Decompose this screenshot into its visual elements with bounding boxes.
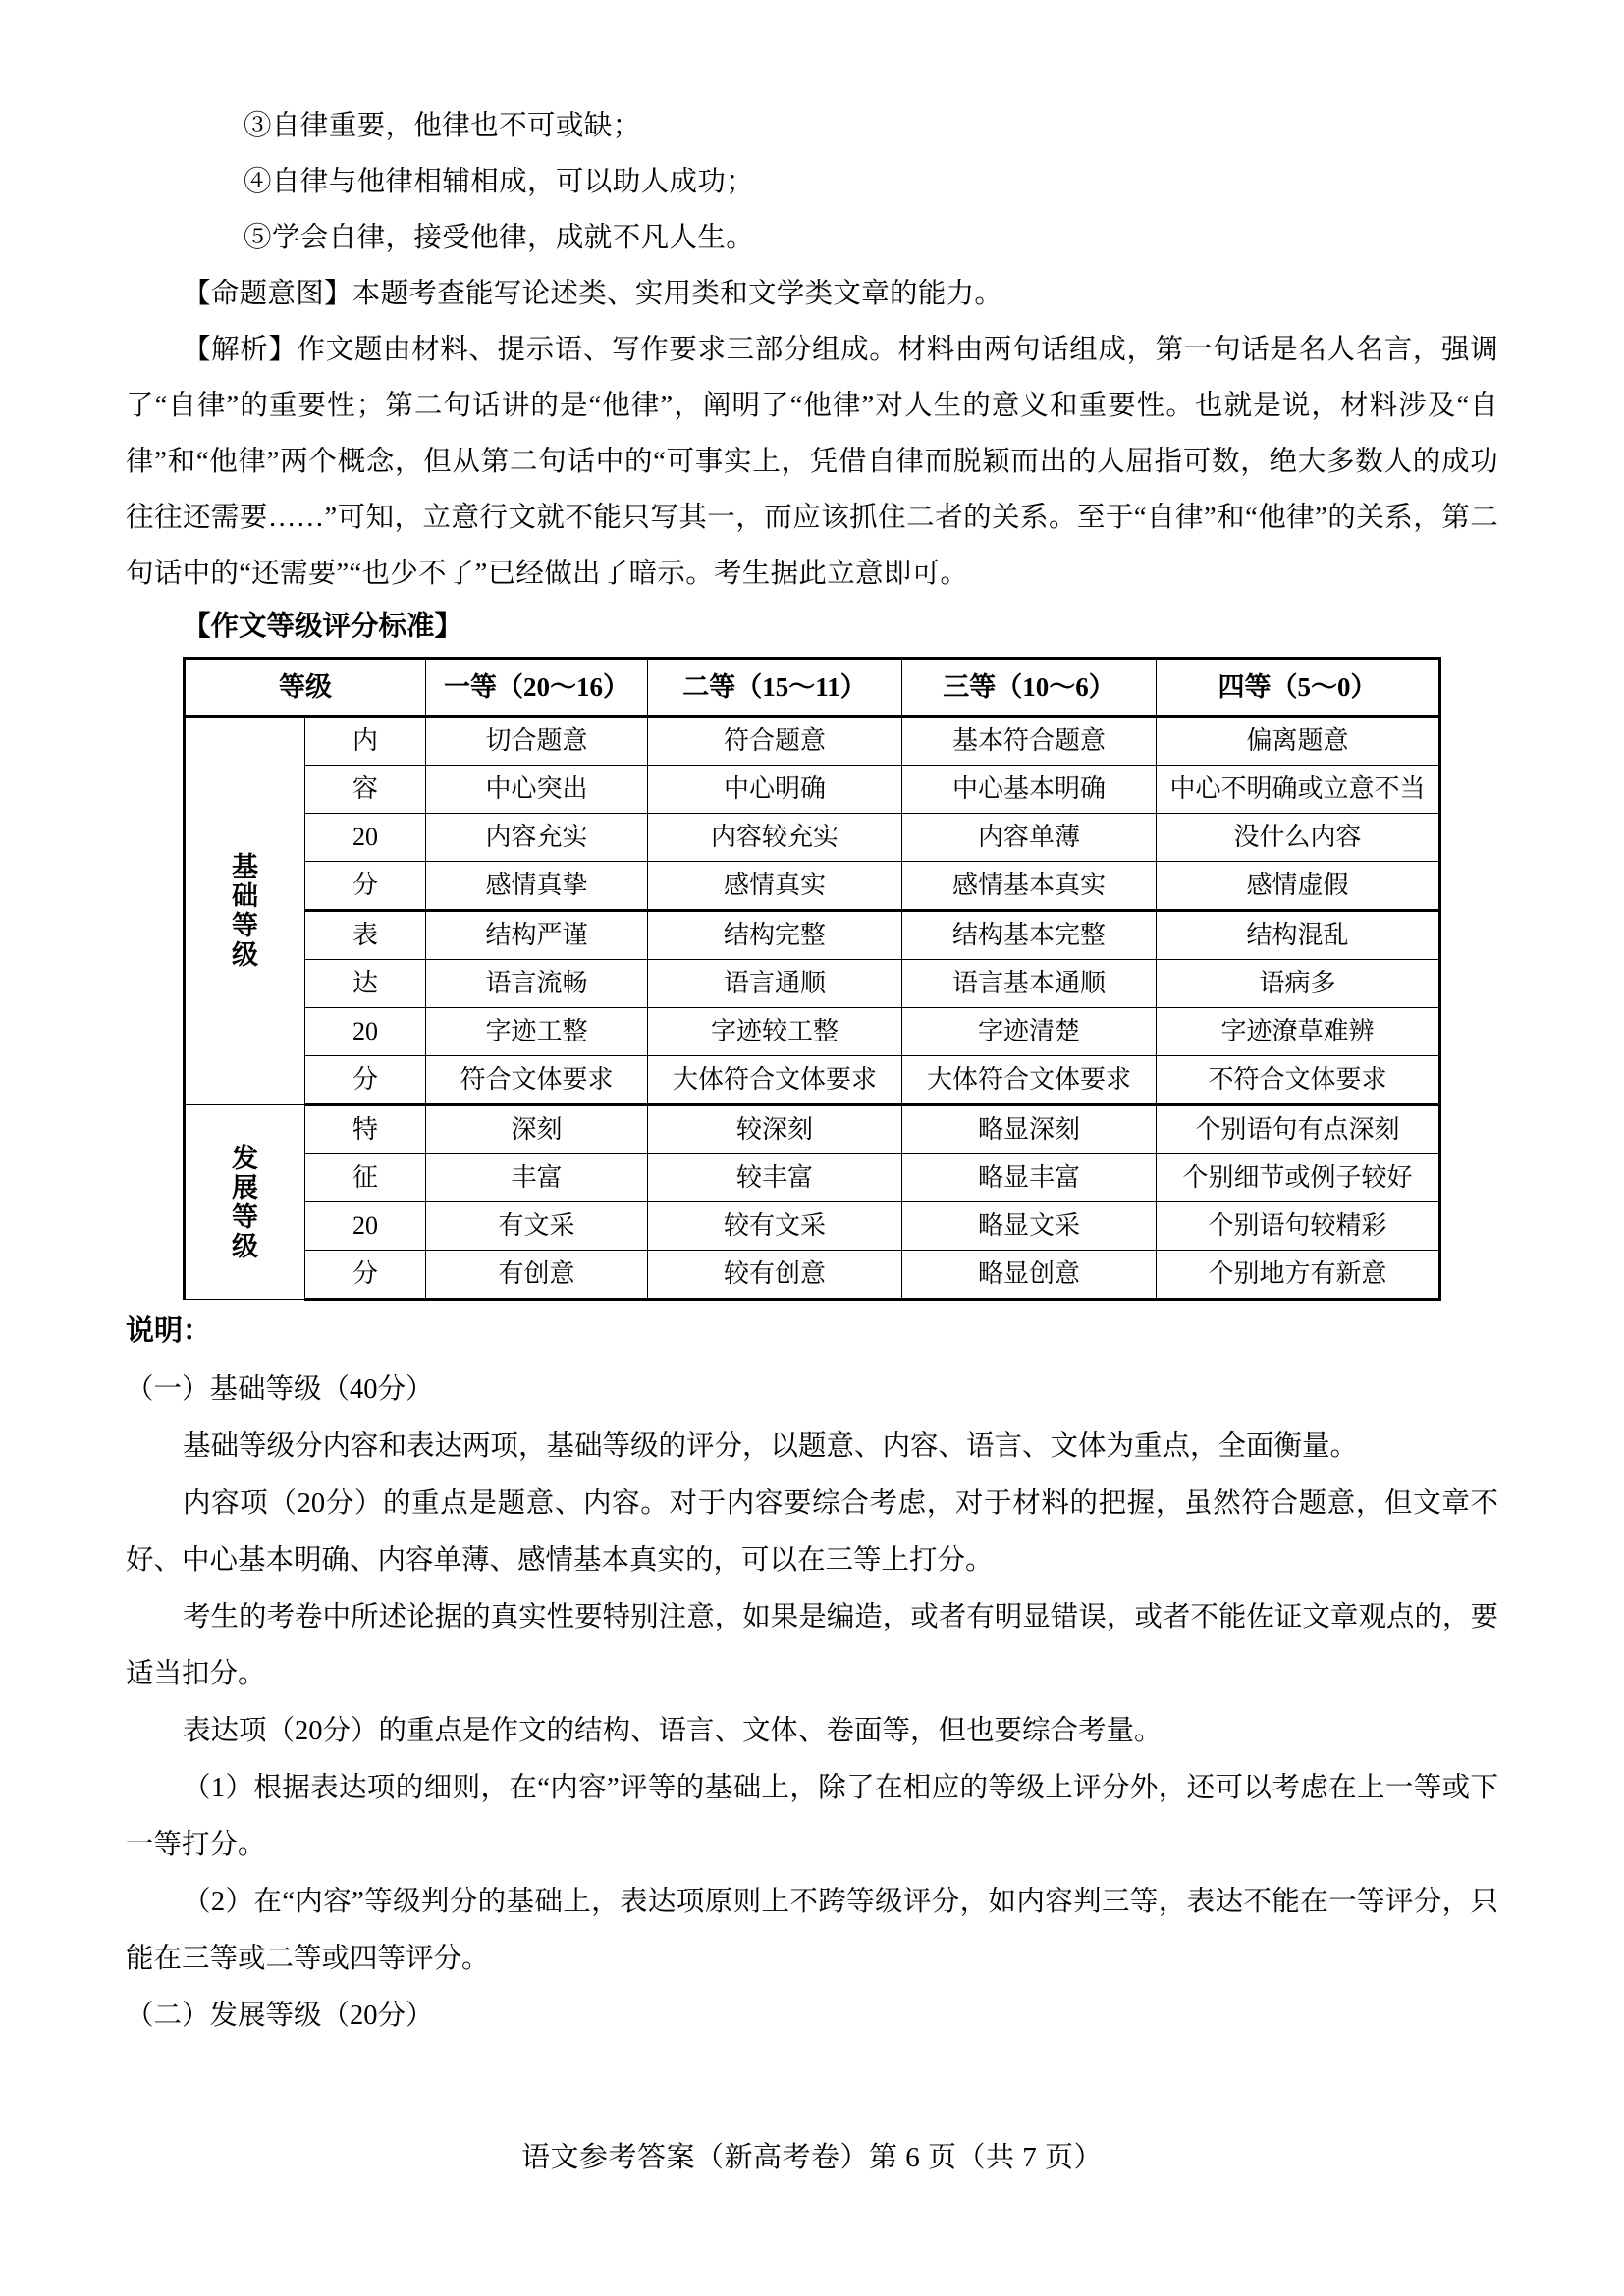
table-cell: 结构基本完整 bbox=[902, 911, 1157, 960]
analysis-paragraph: 【解析】作文题由材料、提示语、写作要求三部分组成。材料由两句话组成，第一句话是名人名言，强调了“自律”的重要性；第二句话讲的是“他律”，阐明了“他律”对人生的意义和重要性。也就是说，材料涉及“自律”和“他律”两个概念，但从第二句话中的“可事实上，凭借自律而脱颖而出的人屈指可数，绝大多数人的成功往往还需要……”可知，立意行文就不能只写其一，而应该抓住二者的关系。至于“自律”和“他律”的关系，第二句话中的“还需要”“也少不了”已经做出了暗示。考生据此立意即可。 bbox=[126, 335, 1498, 589]
table-cell: 中心基本明确 bbox=[902, 766, 1157, 814]
section-label-char: 特 bbox=[305, 1105, 426, 1154]
section-label-char: 分 bbox=[305, 862, 426, 911]
table-header-cell: 一等（20～16） bbox=[426, 659, 648, 717]
group-label-char: 础 bbox=[232, 881, 258, 911]
group-label-char: 基 bbox=[232, 852, 258, 881]
table-cell: 语病多 bbox=[1157, 960, 1440, 1008]
table-row bbox=[185, 1008, 1440, 1056]
table-row bbox=[185, 960, 1440, 1008]
table-cell: 略显深刻 bbox=[902, 1105, 1157, 1154]
table-header-row bbox=[185, 659, 1440, 717]
intent-paragraph: 【命题意图】本题考查能写论述类、实用类和文学类文章的能力。 bbox=[183, 279, 1003, 309]
group-label-char: 级 bbox=[232, 1231, 258, 1261]
notes-section-one-head: （一）基础等级（40分） bbox=[126, 1374, 434, 1405]
table-cell: 字迹潦草难辨 bbox=[1157, 1008, 1440, 1056]
table-cell: 内容单薄 bbox=[902, 814, 1157, 862]
table-cell: 个别语句有点深刻 bbox=[1157, 1105, 1440, 1154]
enumerated-line: ⑤学会自律，接受他律，成就不凡人生。 bbox=[244, 223, 755, 253]
table-cell: 略显文采 bbox=[902, 1202, 1157, 1251]
table-cell: 有创意 bbox=[426, 1251, 648, 1300]
table-cell: 切合题意 bbox=[426, 717, 648, 766]
enumerated-line: ③自律重要，他律也不可或缺； bbox=[244, 111, 641, 141]
table-cell: 略显丰富 bbox=[902, 1154, 1157, 1202]
grading-table-title: 【作文等级评分标准】 bbox=[183, 612, 463, 642]
table-cell: 感情真挚 bbox=[426, 862, 648, 911]
table-cell: 中心明确 bbox=[648, 766, 902, 814]
section-label-char: 20 bbox=[305, 1008, 426, 1056]
section-label-char: 20 bbox=[305, 1202, 426, 1251]
table-cell: 语言通顺 bbox=[648, 960, 902, 1008]
grading-standard-table bbox=[183, 657, 1441, 1301]
table-cell: 有文采 bbox=[426, 1202, 648, 1251]
table-row bbox=[185, 1251, 1440, 1300]
table-cell: 感情虚假 bbox=[1157, 862, 1440, 911]
table-row bbox=[185, 1202, 1440, 1251]
table-cell: 符合题意 bbox=[648, 717, 902, 766]
table-row bbox=[185, 717, 1440, 766]
section-label-char: 分 bbox=[305, 1251, 426, 1300]
table-cell: 略显创意 bbox=[902, 1251, 1157, 1300]
table-cell: 较丰富 bbox=[648, 1154, 902, 1202]
table-cell: 较深刻 bbox=[648, 1105, 902, 1154]
notes-paragraph: （2）在“内容”等级判分的基础上，表达项原则上不跨等级评分，如内容判三等，表达不能在一等评分，只能在三等或二等或四等评分。 bbox=[126, 1887, 1498, 1974]
table-header-cell: 四等（5～0） bbox=[1157, 659, 1440, 717]
table-cell: 个别语句较精彩 bbox=[1157, 1202, 1440, 1251]
enumerated-line: ④自律与他律相辅相成，可以助人成功； bbox=[244, 167, 755, 197]
section-label-char: 达 bbox=[305, 960, 426, 1008]
section-label-char: 内 bbox=[305, 717, 426, 766]
table-cell: 不符合文体要求 bbox=[1157, 1056, 1440, 1105]
page-footer: 语文参考答案（新高考卷）第 6 页（共 7 页） bbox=[520, 2142, 1103, 2173]
section-label-char: 容 bbox=[305, 766, 426, 814]
table-row bbox=[185, 814, 1440, 862]
notes-paragraph: 内容项（20分）的重点是题意、内容。对于内容要综合考虑，对于材料的把握，虽然符合题意，但文章不好、中心基本明确、内容单薄、感情基本真实的，可以在三等上打分。 bbox=[126, 1488, 1498, 1575]
table-header-cell: 三等（10～6） bbox=[902, 659, 1157, 717]
section-label-char: 征 bbox=[305, 1154, 426, 1202]
table-row bbox=[185, 1154, 1440, 1202]
group-label bbox=[185, 1105, 305, 1300]
table-header-cell: 二等（15～11） bbox=[648, 659, 902, 717]
table-cell: 中心不明确或立意不当 bbox=[1157, 766, 1440, 814]
table-cell: 丰富 bbox=[426, 1154, 648, 1202]
table-cell: 结构严谨 bbox=[426, 911, 648, 960]
table-cell: 较有创意 bbox=[648, 1251, 902, 1300]
group-label-char: 等 bbox=[232, 1201, 258, 1232]
table-cell: 符合文体要求 bbox=[426, 1056, 648, 1105]
table-cell: 深刻 bbox=[426, 1105, 648, 1154]
table-cell: 结构完整 bbox=[648, 911, 902, 960]
group-label-char: 级 bbox=[232, 940, 258, 970]
group-label bbox=[185, 717, 305, 1105]
notes-paragraph: 基础等级分内容和表达两项，基础等级的评分，以题意、内容、语言、文体为重点，全面衡量。 bbox=[183, 1431, 1359, 1462]
table-header-cell: 等级 bbox=[185, 659, 426, 717]
table-row bbox=[185, 1056, 1440, 1105]
table-cell: 中心突出 bbox=[426, 766, 648, 814]
table-cell: 语言流畅 bbox=[426, 960, 648, 1008]
notes-paragraph: （1）根据表达项的细则，在“内容”评等的基础上，除了在相应的等级上评分外，还可以考虑在上一等或下一等打分。 bbox=[126, 1773, 1498, 1860]
table-row bbox=[185, 862, 1440, 911]
table-cell: 个别地方有新意 bbox=[1157, 1251, 1440, 1300]
table-cell: 大体符合文体要求 bbox=[902, 1056, 1157, 1105]
table-cell: 较有文采 bbox=[648, 1202, 902, 1251]
table-cell: 内容充实 bbox=[426, 814, 648, 862]
notes-paragraph: 考生的考卷中所述论据的真实性要特别注意，如果是编造，或者有明显错误，或者不能佐证文章观点的，要适当扣分。 bbox=[126, 1602, 1498, 1689]
group-label-char: 展 bbox=[232, 1172, 258, 1202]
table-cell: 基本符合题意 bbox=[902, 717, 1157, 766]
table-row bbox=[185, 911, 1440, 960]
table-cell: 大体符合文体要求 bbox=[648, 1056, 902, 1105]
table-cell: 字迹较工整 bbox=[648, 1008, 902, 1056]
section-label-char: 20 bbox=[305, 814, 426, 862]
section-label-char: 分 bbox=[305, 1056, 426, 1105]
table-cell: 字迹清楚 bbox=[902, 1008, 1157, 1056]
notes-paragraph: 表达项（20分）的重点是作文的结构、语言、文体、卷面等，但也要综合考量。 bbox=[183, 1716, 1163, 1746]
table-cell: 感情基本真实 bbox=[902, 862, 1157, 911]
table-cell: 语言基本通顺 bbox=[902, 960, 1157, 1008]
table-cell: 感情真实 bbox=[648, 862, 902, 911]
table-row bbox=[185, 766, 1440, 814]
notes-title: 说明： bbox=[126, 1315, 212, 1347]
notes-section-two-head: （二）发展等级（20分） bbox=[126, 2001, 434, 2031]
table-cell: 没什么内容 bbox=[1157, 814, 1440, 862]
table-cell: 偏离题意 bbox=[1157, 717, 1440, 766]
group-label-char: 发 bbox=[232, 1143, 258, 1173]
group-label-char: 等 bbox=[232, 911, 258, 940]
table-row bbox=[185, 1105, 1440, 1154]
table-cell: 个别细节或例子较好 bbox=[1157, 1154, 1440, 1202]
table-cell: 字迹工整 bbox=[426, 1008, 648, 1056]
table-cell: 结构混乱 bbox=[1157, 911, 1440, 960]
table-cell: 内容较充实 bbox=[648, 814, 902, 862]
section-label-char: 表 bbox=[305, 911, 426, 960]
